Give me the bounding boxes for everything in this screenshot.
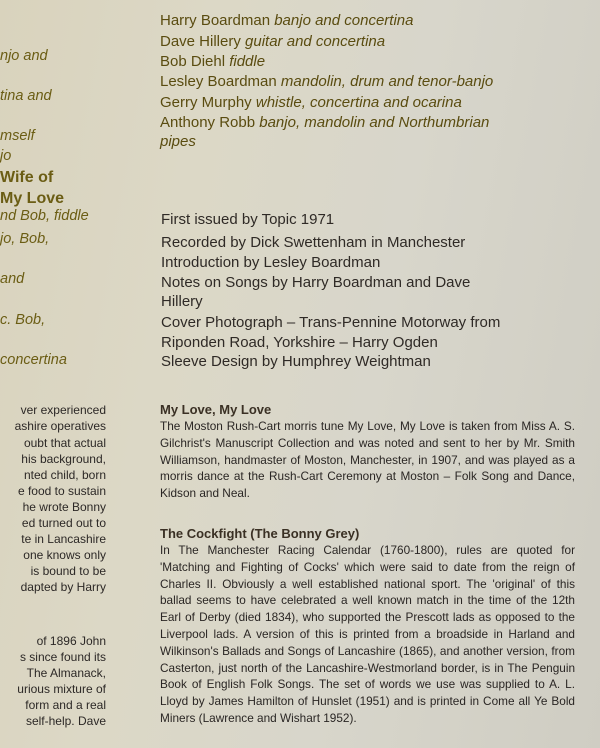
left-fragment: and: [0, 271, 25, 287]
publication-line: Sleeve Design by Humphrey Weightman: [161, 353, 431, 370]
left-text-line: one knows only: [23, 548, 106, 562]
left-fragment: jo, Bob,: [0, 231, 50, 247]
credit-line: [160, 12, 414, 29]
publication-line: Notes on Songs by Harry Boardman and Dave: [161, 274, 471, 291]
song-note-text: In The Manchester Racing Calendar (1760-1800), rules are quoted for 'Matching and Fighting of Cocks' which were said to date from the reign of Charles II. Obviously a well established national sport. The 'original' of this ballad seems to have celebrated a well known match in the time of the 12th Earl of Derby (died 1834), who supported the Prescott lads as opposed to the Liverpool lads. A version of this is printed from a broadside in Harland and Wilkinson's Ballads and Songs of Lancashire (1865), and another version, from Casterton, just north of the Lancashire-Westmorland border, is in The Penguin Book of English Folk Songs. The set of words we use was supplied to A. L. Lloyd by James Hamilton of Hunslet (1951) and is printed in Come all Ye Bold Miners (Lawrence and Wishart 1952).: [160, 543, 575, 725]
publication-line: Cover Photograph – Trans-Pennine Motorway from: [161, 314, 501, 331]
credit-line: [160, 53, 265, 70]
left-fragment: nd Bob, fiddle: [0, 208, 89, 224]
performer-instruments: pipes: [160, 133, 196, 150]
left-text-line: dapted by Harry: [20, 580, 106, 594]
left-text-line: he wrote Bonny: [22, 500, 106, 514]
credit-line: [160, 114, 489, 131]
left-text-line: te in Lancashire: [21, 532, 106, 546]
left-text-line: ver experienced: [20, 403, 106, 417]
left-text-line: s since found its: [19, 650, 106, 664]
publication-line: Recorded by Dick Swettenham in Manchester: [161, 234, 466, 251]
left-text-line: is bound to be: [30, 564, 106, 578]
left-text-line: ed turned out to: [21, 516, 106, 530]
performer-instruments: mandolin, drum and tenor-banjo: [280, 73, 494, 90]
left-text-line: his background,: [21, 452, 106, 466]
performer-name: Lesley Boardman: [160, 73, 277, 90]
performer-instruments: guitar and concertina: [245, 33, 386, 50]
left-text-line: urious mixture of: [17, 682, 106, 696]
publication-line: Hillery: [161, 293, 203, 310]
performer-name: Dave Hillery: [160, 33, 241, 50]
song-note-title: My Love, My Love: [160, 402, 272, 417]
performer-name: Harry Boardman: [160, 12, 271, 29]
left-song-title: My Love: [0, 190, 65, 207]
performer-name: Anthony Robb: [160, 114, 256, 131]
credit-line: [160, 73, 493, 90]
left-text-line: of 1896 John: [36, 634, 106, 648]
left-text-line: The Almanack,: [26, 666, 106, 680]
performer-instruments: banjo, mandolin and Northumbrian: [259, 114, 490, 131]
left-fragment: c. Bob,: [0, 312, 46, 328]
left-song-title: Wife of: [0, 169, 54, 186]
left-fragment: tina and: [0, 88, 52, 104]
publication-line: First issued by Topic 1971: [161, 211, 335, 228]
credit-line: [160, 133, 196, 150]
left-fragment: njo and: [0, 48, 48, 64]
left-text-line: ashire operatives: [14, 419, 106, 433]
performer-instruments: banjo and concertina: [274, 12, 414, 29]
left-text-line: self-help. Dave: [25, 714, 106, 728]
publication-line: Introduction by Lesley Boardman: [161, 254, 381, 271]
left-text-line: oubt that actual: [23, 436, 106, 450]
left-text-line: form and a real: [25, 698, 106, 712]
performer-instruments: whistle, concertina and ocarina: [255, 94, 462, 111]
credit-line: [160, 33, 385, 50]
performer-name: Gerry Murphy: [160, 94, 252, 111]
performer-name: Bob Diehl: [160, 53, 226, 70]
left-fragment: mself: [0, 128, 35, 144]
left-fragment: concertina: [0, 352, 67, 368]
left-fragment: jo: [0, 148, 12, 164]
song-note-title: The Cockfight (The Bonny Grey): [160, 526, 360, 541]
song-note-text: The Moston Rush-Cart morris tune My Love, My Love is taken from Miss A. S. Gilchrist's Manuscript Collection and was noted and sent to her by Mr. Smith Williamson, handmaster of Moston, Manchester, in 1907, and was played as a morris dance at the Rush-Cart Ceremony at Moston – Folk Song and Dance, Kidson and Neal.: [160, 419, 575, 501]
publication-line: Riponden Road, Yorkshire – Harry Ogden: [161, 334, 438, 351]
credit-line: [160, 94, 462, 111]
performer-instruments: fiddle: [229, 53, 266, 70]
left-text-line: nted child, born: [23, 468, 106, 482]
left-text-line: e food to sustain: [17, 484, 106, 498]
